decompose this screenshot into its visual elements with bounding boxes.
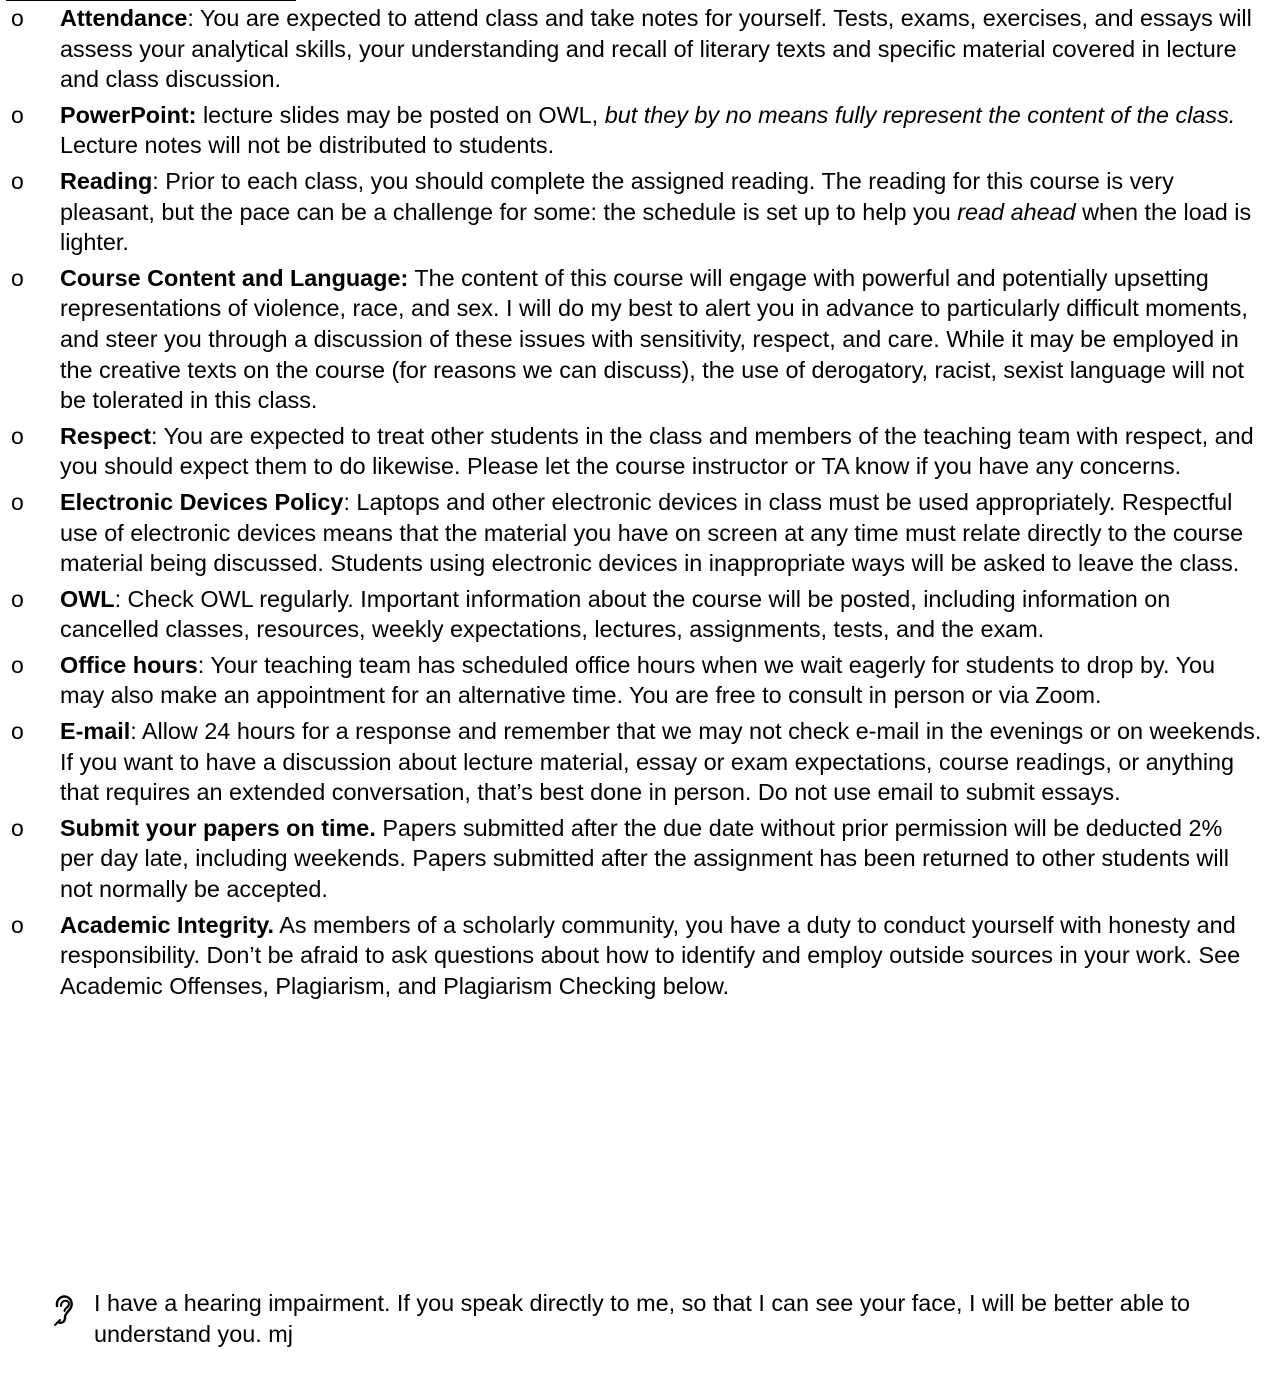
bullet-marker: o [11, 585, 24, 612]
item-body: : You are expected to treat other students in the class and members of the teaching team with respect, and you should expect them to do likewise. Please let the course instructor or TA know if you have any concerns. [60, 422, 1254, 480]
list-item [0, 487, 1270, 579]
item-body: : Check OWL regularly. Important information about the course will be posted, including information on cancelled classes, resources, weekly expectations, lectures, assignments, tests, and the exam. [60, 585, 1171, 643]
item-title: Electronic Devices Policy [60, 488, 344, 515]
item-title: Office hours [60, 651, 198, 678]
item-title: Submit your papers on time. [60, 814, 376, 841]
item-body: : You are expected to attend class and take notes for yourself. Tests, exams, exercises, and essays will assess your analytical skills, your understanding and recall of literary texts and specific material covered in lecture and class discussion. [60, 5, 1252, 93]
item-body: : Prior to each class, you should complete the assigned reading. The reading for this course is very pleasant, but the pace can be a challenge for some: the schedule is set up to help you [60, 167, 1174, 225]
note-text: I have a hearing impairment. If you speak directly to me, so that I can see your face, I will be better able to understand you. mj [94, 1290, 1191, 1347]
bullet-marker: o [11, 422, 24, 449]
item-title: Academic Integrity. [60, 911, 275, 938]
bullet-marker: o [11, 488, 24, 515]
item-body: As members of a scholarly community, you have a duty to conduct yourself with honesty and responsibility. Don’t be afraid to ask questions about how to identify and employ outside sources in your work. See Academic Offenses, Plagiarism, and Plagiarism Checking below. [60, 911, 1241, 999]
bullet-marker: o [11, 264, 24, 291]
list-item [0, 421, 1270, 482]
item-title: PowerPoint: [60, 101, 197, 128]
emphasis-text: read ahead [957, 198, 1076, 225]
bullet-marker: o [11, 814, 24, 841]
item-title: Course Content and Language: [60, 264, 409, 291]
item-body: : Your teaching team has scheduled office hours when we wait eagerly for students to drop by. You may also make an appointment for an alternative time. You are free to consult in person or via Zoom. [60, 651, 1216, 709]
ear-icon [52, 1294, 74, 1326]
item-title: Reading [60, 167, 153, 194]
list-item [0, 166, 1270, 258]
list-item [0, 100, 1270, 161]
bullet-marker: o [11, 651, 24, 678]
list-item [0, 910, 1270, 1002]
item-body: lecture slides may be posted on OWL, [196, 101, 605, 128]
emphasis-text: but they by no means fully represent the content of the class. [604, 101, 1236, 128]
item-body: Papers submitted after the due date without prior permission will be deducted 2% per day late, including weekends. Papers submitted after the assignment has been returned to other students will not normally be accepted. [60, 814, 1229, 903]
list-item [0, 716, 1270, 808]
item-body: The content of this course will engage with powerful and potentially upsetting representations of violence, race, and sex. I will do my best to alert you in advance to particularly difficult moments, and steer you through a discussion of these issues with sensitivity, respect, and care. While it may be employed in the creative texts on the course (for reasons we can discuss), the use of derogatory, racist, sexist language will not be tolerated in this class. [60, 264, 1248, 414]
item-title: OWL [60, 585, 115, 612]
item-title: E-mail [60, 718, 131, 745]
list-item [0, 813, 1270, 905]
policy-list [0, 3, 1270, 1006]
item-body: when the load is lighter. [60, 198, 1252, 256]
bullet-marker: o [11, 718, 24, 745]
item-title: Attendance [60, 5, 188, 31]
item-body: : Allow 24 hours for a response and remember that we may not check e-mail in the evenings or on weekends. If you want to have a discussion about lecture material, essay or exam expectations, course readings, or anything that requires an extended conversation, that’s best done in person. Do not use email to submit essays. [60, 718, 1262, 806]
bullet-marker: o [11, 5, 24, 31]
item-title: Respect [60, 422, 152, 449]
bullet-marker: o [11, 911, 24, 938]
item-body: : Laptops and other electronic devices in class must be used appropriately. Respectful use of electronic devices means that the material you have on screen at any time must relate directly to the course material being discussed. Students using electronic devices in inappropriate ways will be asked to leave the class. [60, 488, 1244, 577]
list-item [0, 3, 1270, 95]
bullet-marker: o [11, 167, 24, 194]
top-rule [6, 0, 296, 1]
item-body: Lecture notes will not be distributed to students. [60, 132, 555, 159]
bullet-marker: o [11, 101, 24, 128]
list-item [0, 263, 1270, 416]
list-item [0, 584, 1270, 645]
list-item [0, 650, 1270, 711]
